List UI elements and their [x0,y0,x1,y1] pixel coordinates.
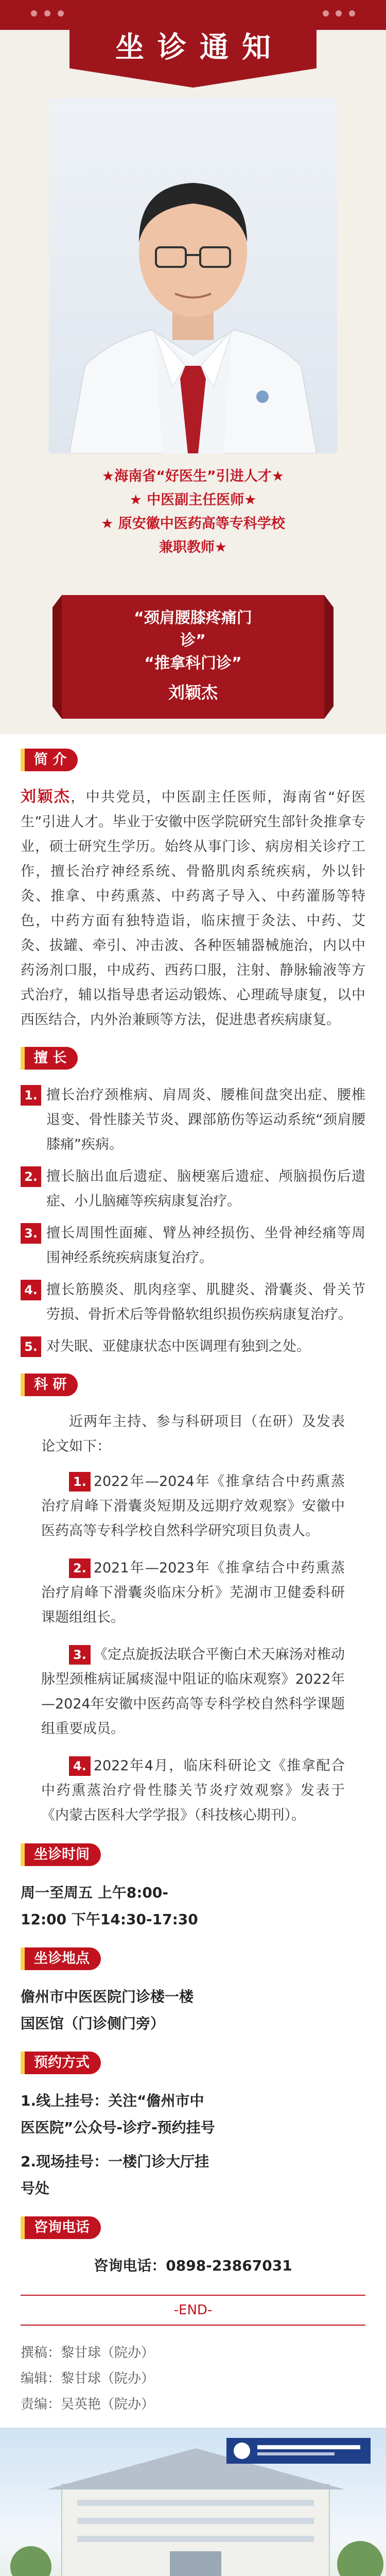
contact-header [21,2213,365,2242]
specialty-item: 2. 擅长脑出血后遗症、脑梗塞后遗症、颅脑损伤后遗症、小儿脑瘫等疾病康复治疗。 [21,1164,365,1214]
credit-chief-editor: 责编：吴英艳（院办） [21,2397,155,2412]
intro-section [0,745,386,1032]
booking-label: 预约方式 [21,2052,101,2074]
research-item: 4. 2022年4月，临床科研论文《推拿配合中药熏蒸治疗骨性膝关节炎疗效观察》发表于《内蒙古医科大学学报》（科技核心期刊）。 [41,1754,345,1828]
location-header [21,1944,365,1973]
honor-line-4: 兼职教师★ [159,539,227,555]
schedule-label: 坐诊时间 [21,1843,101,1866]
contact-info [0,2252,386,2279]
research-item: 3. 《定点旋扳法联合平衡白术天麻汤对椎动脉型颈椎病证属痰湿中阻证的临床观察》2022年—2024年安徽中医药高等专科学校自然科学课题组重要成员。 [41,1642,345,1741]
hospital-building-image [0,2428,386,2576]
honor-line-3: ★ 原安徽中医药高等专科学校 [101,516,285,532]
research-label: 科 研 [21,1374,78,1396]
honor-line-1: ★海南省“好医生”引进人才★ [102,468,284,484]
clinic-banner [62,595,324,719]
specialty-item: 1. 擅长治疗颈椎病、肩周炎、腰椎间盘突出症、腰椎退变、骨性膝关节炎、踝部筋伤等运动系统“颈肩腰膝痛”疾病。 [21,1083,365,1157]
contact-section [0,2213,386,2242]
intro-header [21,745,365,774]
specialty-label: 擅 长 [21,1047,78,1070]
schedule-section [0,1840,386,1869]
end-divider: -END- [21,2295,365,2326]
clinic-name-line-3: “推拿科门诊” [144,654,242,672]
location-section [0,1944,386,1973]
hero-section [0,0,386,580]
doctor-name: 刘颖杰 [168,683,218,702]
credit-editor: 编辑：黎甘球（院办） [21,2371,155,2386]
specialty-section [0,1044,386,1359]
specialty-item: 5. 对失眠、亚健康状态中医调理有独到之处。 [21,1334,365,1359]
booking-header [21,2048,365,2077]
contact-label: 咨询电话 [21,2216,101,2239]
clinic-banner-section [0,580,386,734]
intro-label: 简 介 [21,749,78,771]
research-section [0,1370,386,1399]
page-title: 坐诊通知 [115,30,284,64]
intro-text [21,785,365,1032]
intro-body: ，中共党员，中医副主任医师，海南省“好医生”引进人才。毕业于安徽中医学院研究生部针灸推拿专业，硕士研究生学历。始终从事门诊、病房相关诊疗工作，擅长治疗神经系统、骨骼肌肉系统疾病，外以针灸、推拿、中药熏蒸、中药离子导入、中药灌肠等特色，中药方面有独特造诣，临床擅于灸法、中药、艾灸、拔罐、牵引、冲击波、各种医辅器械施治，内以中药汤剂口服，中成药、西药口服，注射、静脉输液等方式治疗，辅以指导患者运动锻炼、心理疏导康复，以中西医结合，内外治兼顾等方法，促进患者疾病康复。 [21,789,365,1028]
doctor-honors [0,465,386,560]
booking-section [0,2048,386,2077]
specialty-item: 4. 擅长筋膜炎、肌肉痉挛、肌腱炎、滑囊炎、骨关节劳损、骨折术后等骨骼软组织损伤疾病康复治疗。 [21,1278,365,1327]
research-header [21,1370,365,1399]
schedule-info: 周一至周五 上午8:00- 12:00 下午14:30-17:30 [21,1884,198,1928]
booking-info: 1.线上挂号：关注“儋州市中 医医院”公众号-诊疗-预约挂号 2.现场挂号：一楼门诊大厅挂 号处 [21,2092,215,2197]
location-label: 坐诊地点 [21,1947,101,1970]
intro-name: 刘颖杰 [21,788,71,806]
specialty-item: 3. 擅长周围性面瘫、臂丛神经损伤、坐骨神经痛等周围神经系统疾病康复治疗。 [21,1221,365,1270]
clinic-name-line-2: 诊” [180,632,206,650]
research-intro: 近两年主持、参与科研项目（在研）及发表论文如下： [41,1414,345,1454]
location-info: 儋州市中医医院门诊楼一楼 国医馆（门诊侧门旁） [21,1988,194,2032]
contact-phone[interactable]: 咨询电话：0898-23867031 [94,2257,292,2274]
schedule-header [21,1840,365,1869]
specialty-header [21,1044,365,1073]
credits [0,2326,386,2417]
credit-writer: 撰稿：黎甘球（院办） [21,2345,155,2361]
clinic-name-line-1: “颈肩腰膝疼痛门 [134,609,252,627]
research-list [0,1410,386,1828]
honor-line-2: ★ 中医副主任医师★ [129,492,257,508]
doctor-photo [49,98,337,453]
research-item: 2. 2021年—2023年《推拿结合中药熏蒸治疗肩峰下滑囊炎临床分析》芜湖市卫健委科研课题组组长。 [41,1556,345,1630]
research-item: 1. 2022年—2024年《推拿结合中药熏蒸治疗肩峰下滑囊炎短期及远期疗效观察》安徽中医药高等专科学校自然科学研究项目负责人。 [41,1469,345,1544]
